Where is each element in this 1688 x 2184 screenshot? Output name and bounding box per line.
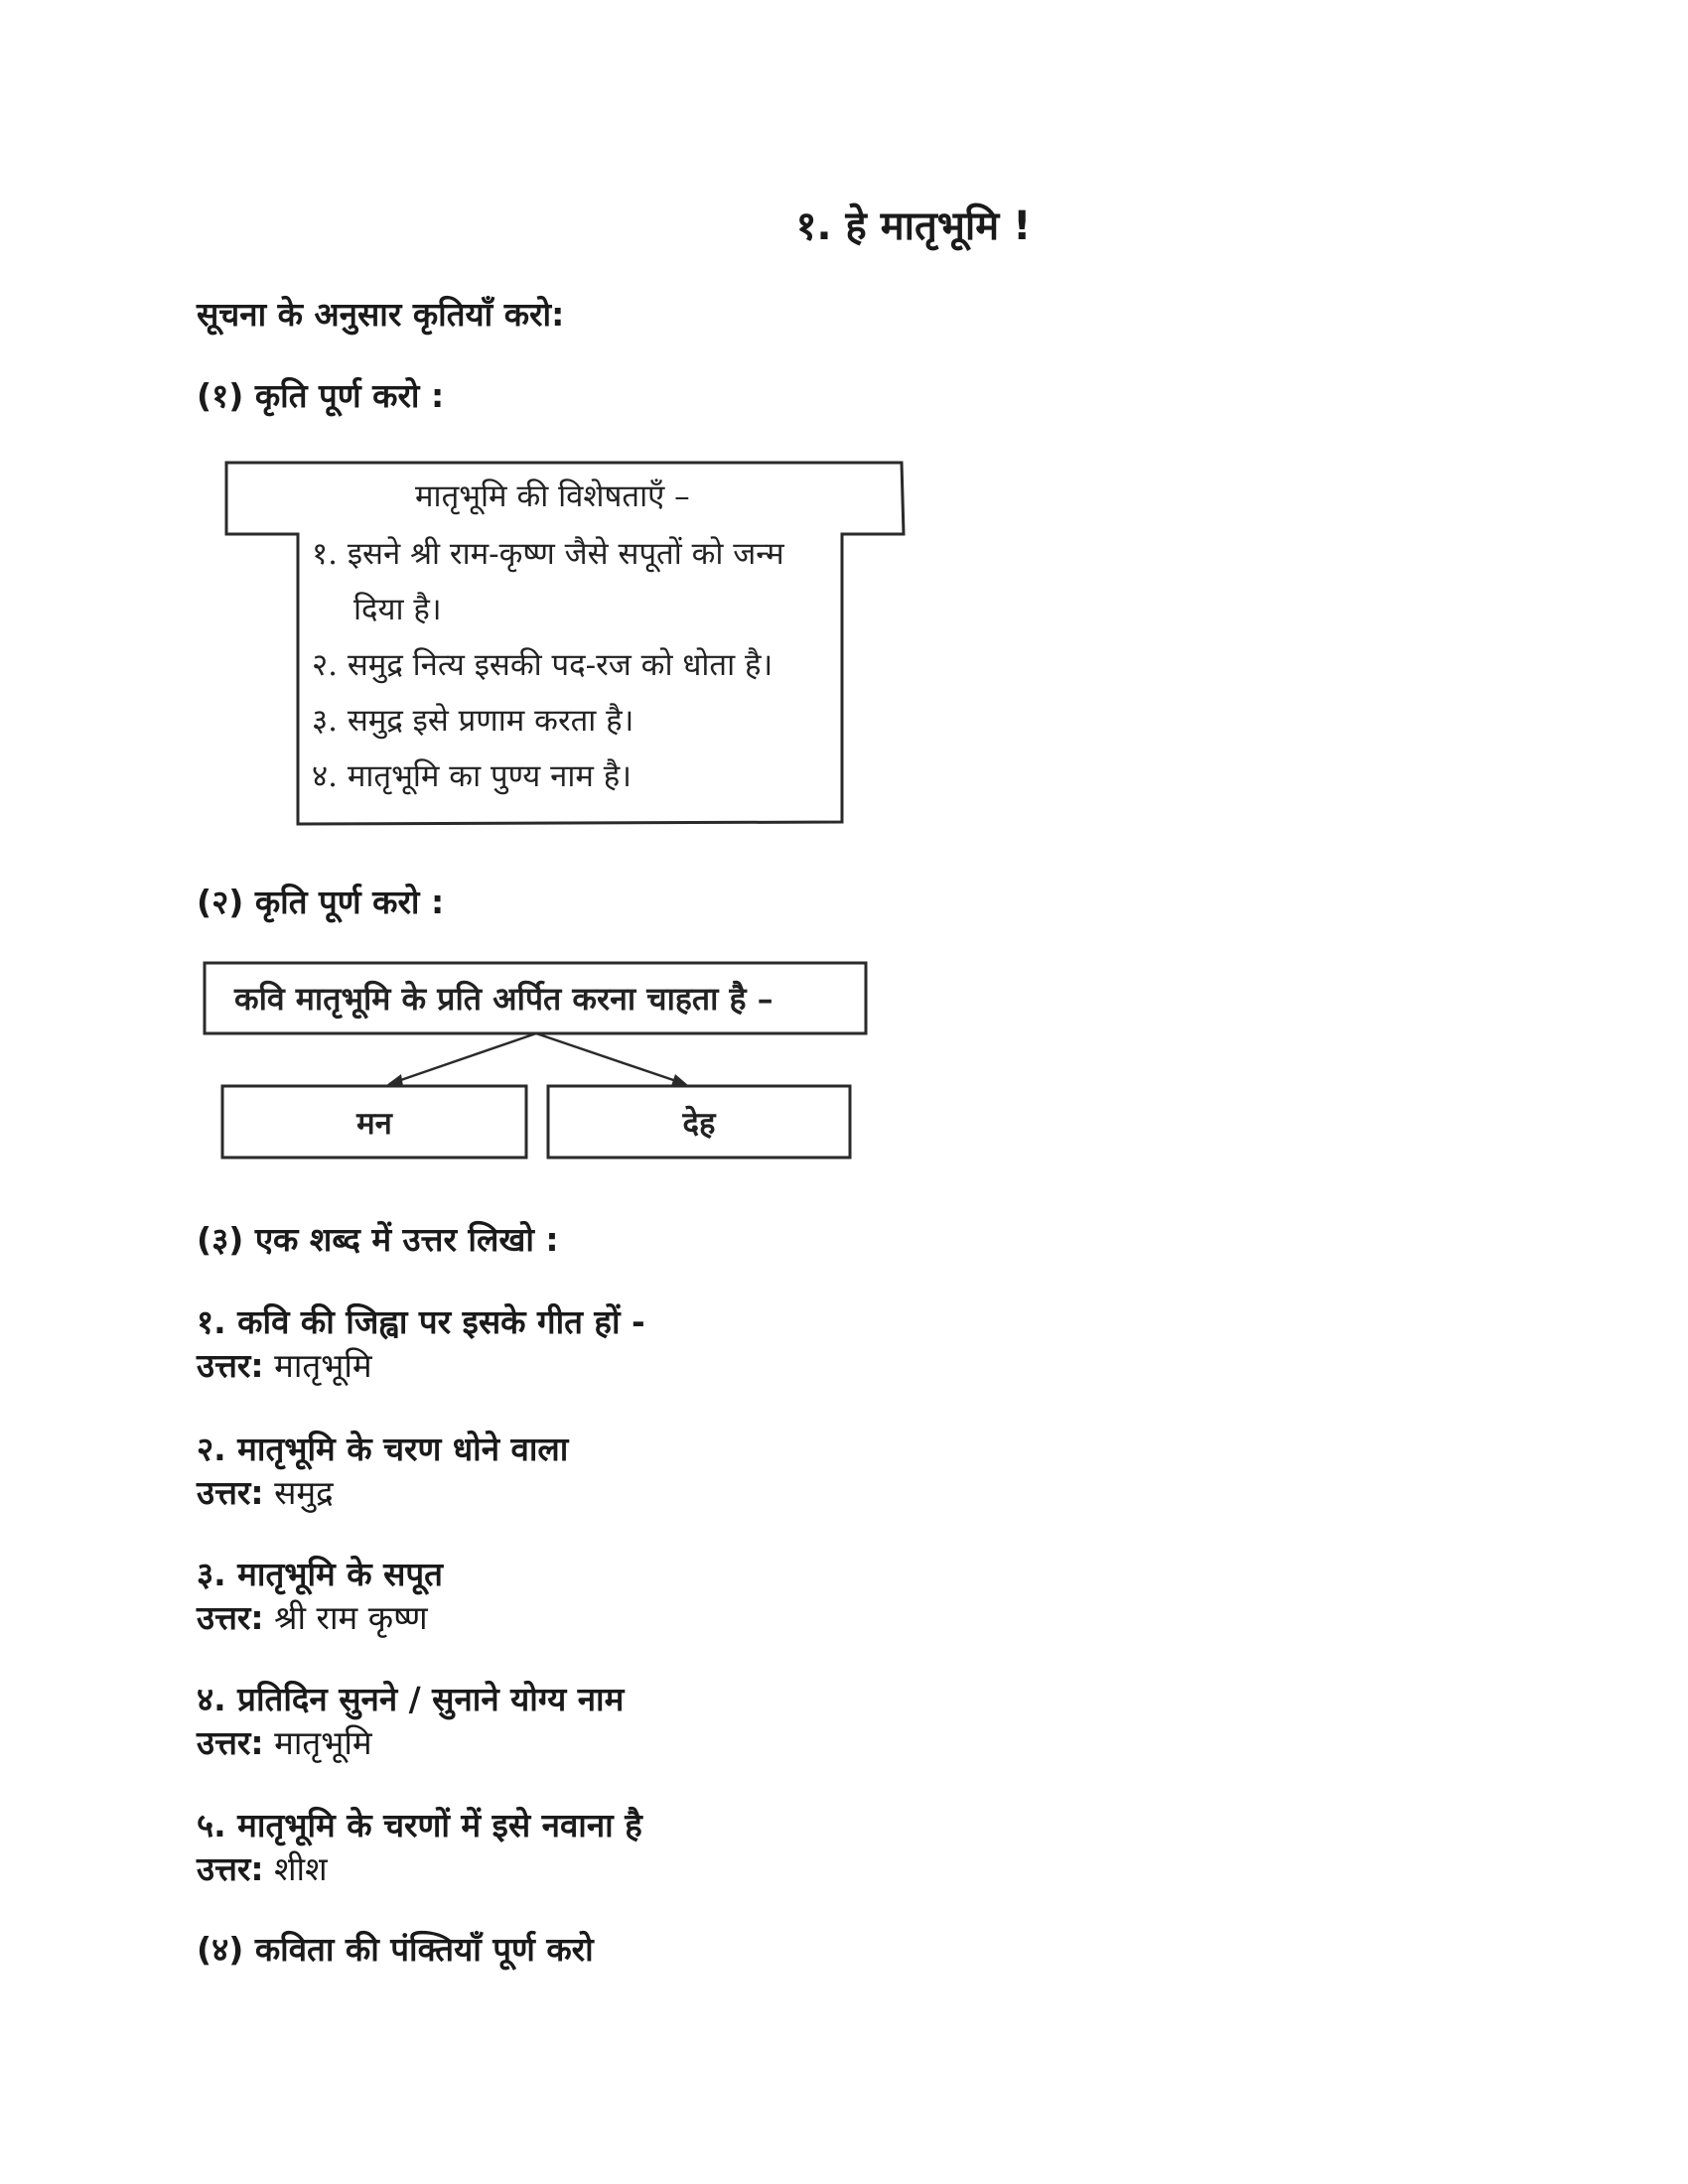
question: २. मातृभूमि के चरण धोने वाला [197, 1430, 569, 1468]
task2-left-answer: मन [356, 1106, 392, 1142]
answer-label: उत्तर: [197, 1346, 264, 1385]
answer-label: उत्तर: [197, 1598, 264, 1637]
answer [197, 1342, 372, 1387]
task1-item: ३. समुद्र इसे प्रणाम करता है। [312, 703, 634, 739]
question: ३. मातृभूमि के सपूत [197, 1555, 443, 1593]
answer [197, 1845, 328, 1890]
task1-item: ४. मातृभूमि का पुण्य नाम है। [312, 758, 632, 794]
question: ५. मातृभूमि के चरणों में इसे नवाना है [197, 1806, 642, 1844]
page-title: १. हे मातृभूमि ! [795, 204, 1032, 249]
answer-label: उत्तर: [197, 1849, 264, 1888]
answer-value: समुद्र [274, 1473, 334, 1512]
instruction: सूचना के अनुसार कृतियाँ करो: [197, 295, 565, 334]
answer-value: शीश [274, 1849, 328, 1888]
task4-heading: (४) कविता की पंक्तियाँ पूर्ण करो [197, 1930, 594, 1969]
task1-heading: (१) कृति पूर्ण करो : [197, 376, 445, 415]
answer-value: मातृभूमि [274, 1346, 372, 1385]
task2-heading: (२) कृति पूर्ण करो : [197, 883, 445, 921]
answer-label: उत्तर: [197, 1473, 264, 1512]
question: ४. प्रतिदिन सुनने / सुनाने योग्य नाम [197, 1680, 625, 1718]
task1-item: २. समुद्र नित्य इसकी पद-रज को धोता है। [312, 647, 774, 683]
answer [197, 1719, 372, 1764]
task2-box-title: कवि मातृभूमि के प्रति अर्पित करना चाहता है – [234, 980, 774, 1018]
task1-box-title: मातृभूमि की विशेषताएँ – [415, 478, 690, 514]
task1-item: दिया है। [353, 592, 442, 627]
answer-value: मातृभूमि [274, 1723, 372, 1762]
task2-right-answer: देह [682, 1106, 716, 1142]
task1-item: १. इसने श्री राम-कृष्ण जैसे सपूतों को जन्म [312, 536, 784, 572]
answer-value: श्री राम कृष्ण [274, 1598, 428, 1637]
question: १. कवि की जिह्वा पर इसके गीत हों - [197, 1302, 645, 1341]
answer [197, 1594, 428, 1639]
answer-label: उत्तर: [197, 1723, 264, 1762]
task3-heading: (३) एक शब्द में उत्तर लिखो : [197, 1220, 559, 1259]
answer [197, 1469, 334, 1514]
